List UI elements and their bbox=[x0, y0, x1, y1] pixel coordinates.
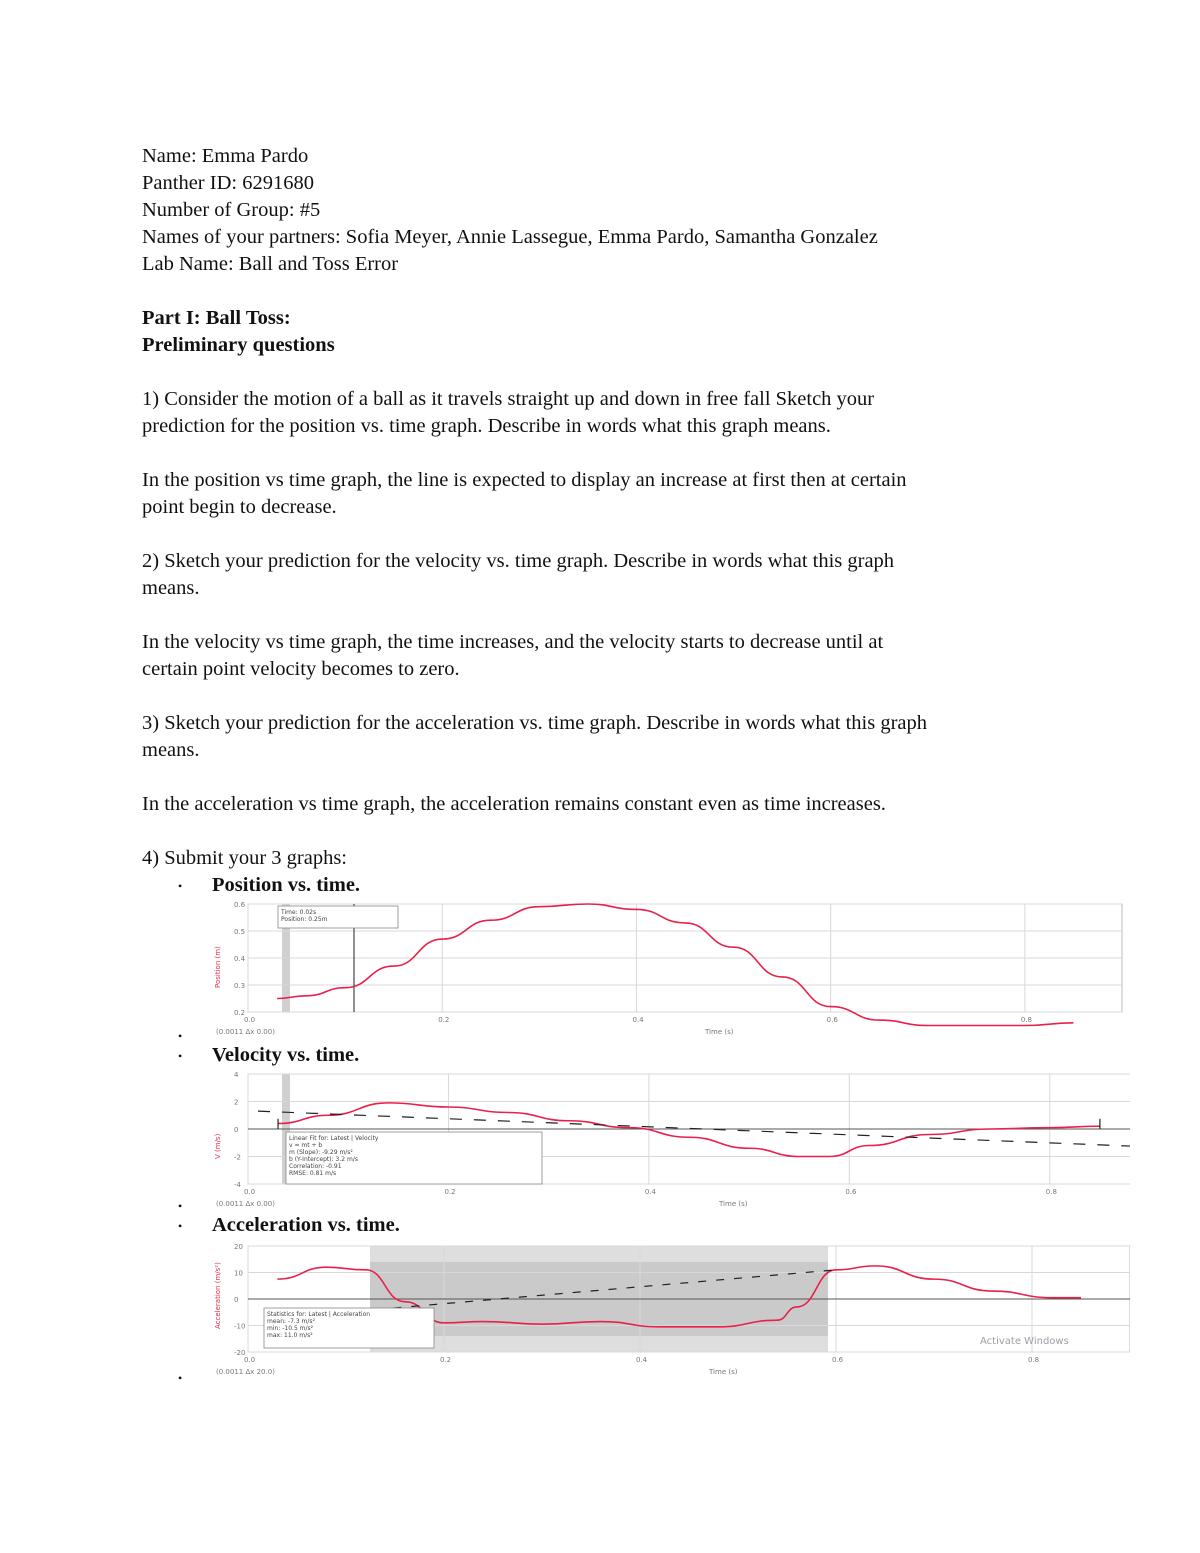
velocity-chart bbox=[212, 1066, 1130, 1212]
question-3-line-1: 3) Sketch your prediction for the acceleration vs. time graph. Describe in words what this graph bbox=[142, 712, 928, 734]
x-tick-label: 0.6 bbox=[845, 1188, 857, 1196]
annotation-text: b (Y-Intercept): 3.2 m/s bbox=[289, 1156, 358, 1163]
x-tick-label: 0.0 bbox=[244, 1016, 256, 1024]
bullet: • bbox=[178, 1049, 183, 1063]
velocity-chart-svg bbox=[212, 1066, 1130, 1212]
x-tick-label: 0.6 bbox=[832, 1356, 844, 1364]
bullet-position-label: Position vs. time. bbox=[212, 874, 361, 896]
lab-name: Lab Name: Ball and Toss Error bbox=[142, 253, 399, 275]
question-4: 4) Submit your 3 graphs: bbox=[142, 847, 347, 869]
annotation-text: max: 11.0 m/s² bbox=[267, 1332, 313, 1339]
group-number: Number of Group: #5 bbox=[142, 199, 321, 221]
annotation-text: RMSE: 0.81 m/s bbox=[289, 1170, 337, 1177]
x-axis-label: Time (s) bbox=[709, 1368, 738, 1376]
y-tick-label: -10 bbox=[234, 1322, 246, 1331]
bullet: • bbox=[178, 879, 183, 893]
annotation-text: m (Slope): -9.29 m/s² bbox=[289, 1149, 353, 1156]
y-axis-label: V (m/s) bbox=[214, 1133, 222, 1159]
windows-watermark: Activate Windows bbox=[980, 1336, 1069, 1347]
bullet: • bbox=[178, 1029, 183, 1043]
y-tick-label: 0 bbox=[234, 1126, 239, 1134]
x-tick-label: 0.2 bbox=[438, 1016, 450, 1024]
x-tick-label: 0.4 bbox=[636, 1356, 648, 1364]
position-chart bbox=[212, 898, 1130, 1042]
acceleration-chart bbox=[212, 1238, 1130, 1380]
y-tick-label: -4 bbox=[234, 1181, 241, 1189]
x-tick-label: 0.4 bbox=[632, 1016, 644, 1024]
y-tick-label: 10 bbox=[234, 1269, 243, 1278]
y-tick-label: 20 bbox=[234, 1243, 243, 1251]
chart-footer: (0.0011 Δx 0.00) bbox=[216, 1028, 275, 1036]
annotation-text: mean: -7.3 m/s² bbox=[267, 1318, 315, 1325]
student-name: Name: Emma Pardo bbox=[142, 145, 309, 167]
y-tick-label: -20 bbox=[234, 1349, 246, 1357]
annotation-text: v = mt + b bbox=[289, 1142, 323, 1149]
annotation-text: Linear Fit for: Latest | Velocity bbox=[289, 1135, 379, 1142]
acceleration-chart-svg bbox=[212, 1238, 1130, 1380]
x-tick-label: 0.8 bbox=[1028, 1356, 1040, 1364]
y-tick-label: 0.3 bbox=[234, 982, 246, 990]
y-axis-label: Acceleration (m/s²) bbox=[214, 1262, 222, 1329]
y-tick-label: 2 bbox=[234, 1098, 239, 1107]
x-tick-label: 0.0 bbox=[244, 1188, 256, 1196]
part-title: Part I: Ball Toss: bbox=[142, 307, 291, 329]
bullet: • bbox=[178, 1219, 183, 1233]
chart-footer: (0.0011 Δx 0.00) bbox=[216, 1200, 275, 1208]
y-tick-label: 0.4 bbox=[234, 955, 246, 963]
x-tick-label: 0.0 bbox=[244, 1356, 256, 1364]
part-subtitle: Preliminary questions bbox=[142, 334, 335, 356]
x-axis-label: Time (s) bbox=[719, 1200, 748, 1208]
x-tick-label: 0.2 bbox=[440, 1356, 452, 1364]
annotation-text: Time: 0.02s bbox=[281, 909, 317, 916]
annotation-text: Statistics for: Latest | Acceleration bbox=[267, 1311, 371, 1318]
bullet-acceleration-label: Acceleration vs. time. bbox=[212, 1214, 400, 1236]
annotation-text: min: -10.5 m/s² bbox=[267, 1325, 314, 1332]
y-tick-label: 4 bbox=[234, 1071, 239, 1079]
y-tick-label: 0 bbox=[234, 1296, 239, 1304]
bullet: • bbox=[178, 1199, 183, 1213]
question-2-line-2: means. bbox=[142, 577, 200, 599]
x-tick-label: 0.8 bbox=[1045, 1188, 1057, 1196]
x-tick-label: 0.2 bbox=[444, 1188, 456, 1196]
answer-1-line-1: In the position vs time graph, the line is expected to display an increase at first then at certain bbox=[142, 469, 907, 491]
answer-3-line-1: In the acceleration vs time graph, the acceleration remains constant even as time increases. bbox=[142, 793, 886, 815]
y-tick-label: 0.6 bbox=[234, 901, 246, 909]
answer-2-line-2: certain point velocity becomes to zero. bbox=[142, 658, 460, 680]
x-tick-label: 0.6 bbox=[826, 1016, 838, 1024]
question-1-line-1: 1) Consider the motion of a ball as it travels straight up and down in free fall Sketch your bbox=[142, 388, 875, 410]
question-2-line-1: 2) Sketch your prediction for the velocity vs. time graph. Describe in words what this graph bbox=[142, 550, 895, 572]
bullet-velocity-label: Velocity vs. time. bbox=[212, 1044, 360, 1066]
y-tick-label: -2 bbox=[234, 1153, 241, 1162]
x-axis-label: Time (s) bbox=[705, 1028, 734, 1036]
chart-footer: (0.0011 Δx 20.0) bbox=[216, 1368, 275, 1376]
partner-names: Names of your partners: Sofia Meyer, Annie Lassegue, Emma Pardo, Samantha Gonzalez bbox=[142, 226, 878, 248]
answer-2-line-1: In the velocity vs time graph, the time increases, and the velocity starts to decrease until at bbox=[142, 631, 884, 653]
annotation-text: Correlation: -0.91 bbox=[289, 1163, 342, 1170]
answer-1-line-2: point begin to decrease. bbox=[142, 496, 337, 518]
position-chart-svg bbox=[212, 898, 1130, 1042]
annotation-text: Position: 0.25m bbox=[281, 916, 328, 923]
question-3-line-2: means. bbox=[142, 739, 200, 761]
bullet: • bbox=[178, 1371, 183, 1385]
y-axis-label: Position (m) bbox=[214, 946, 222, 988]
y-tick-label: 0.5 bbox=[234, 928, 246, 936]
x-tick-label: 0.4 bbox=[644, 1188, 657, 1196]
y-tick-label: 0.2 bbox=[234, 1009, 246, 1017]
x-tick-label: 0.8 bbox=[1020, 1016, 1033, 1024]
panther-id: Panther ID: 6291680 bbox=[142, 172, 314, 194]
question-1-line-2: prediction for the position vs. time graph. Describe in words what this graph means. bbox=[142, 415, 831, 437]
